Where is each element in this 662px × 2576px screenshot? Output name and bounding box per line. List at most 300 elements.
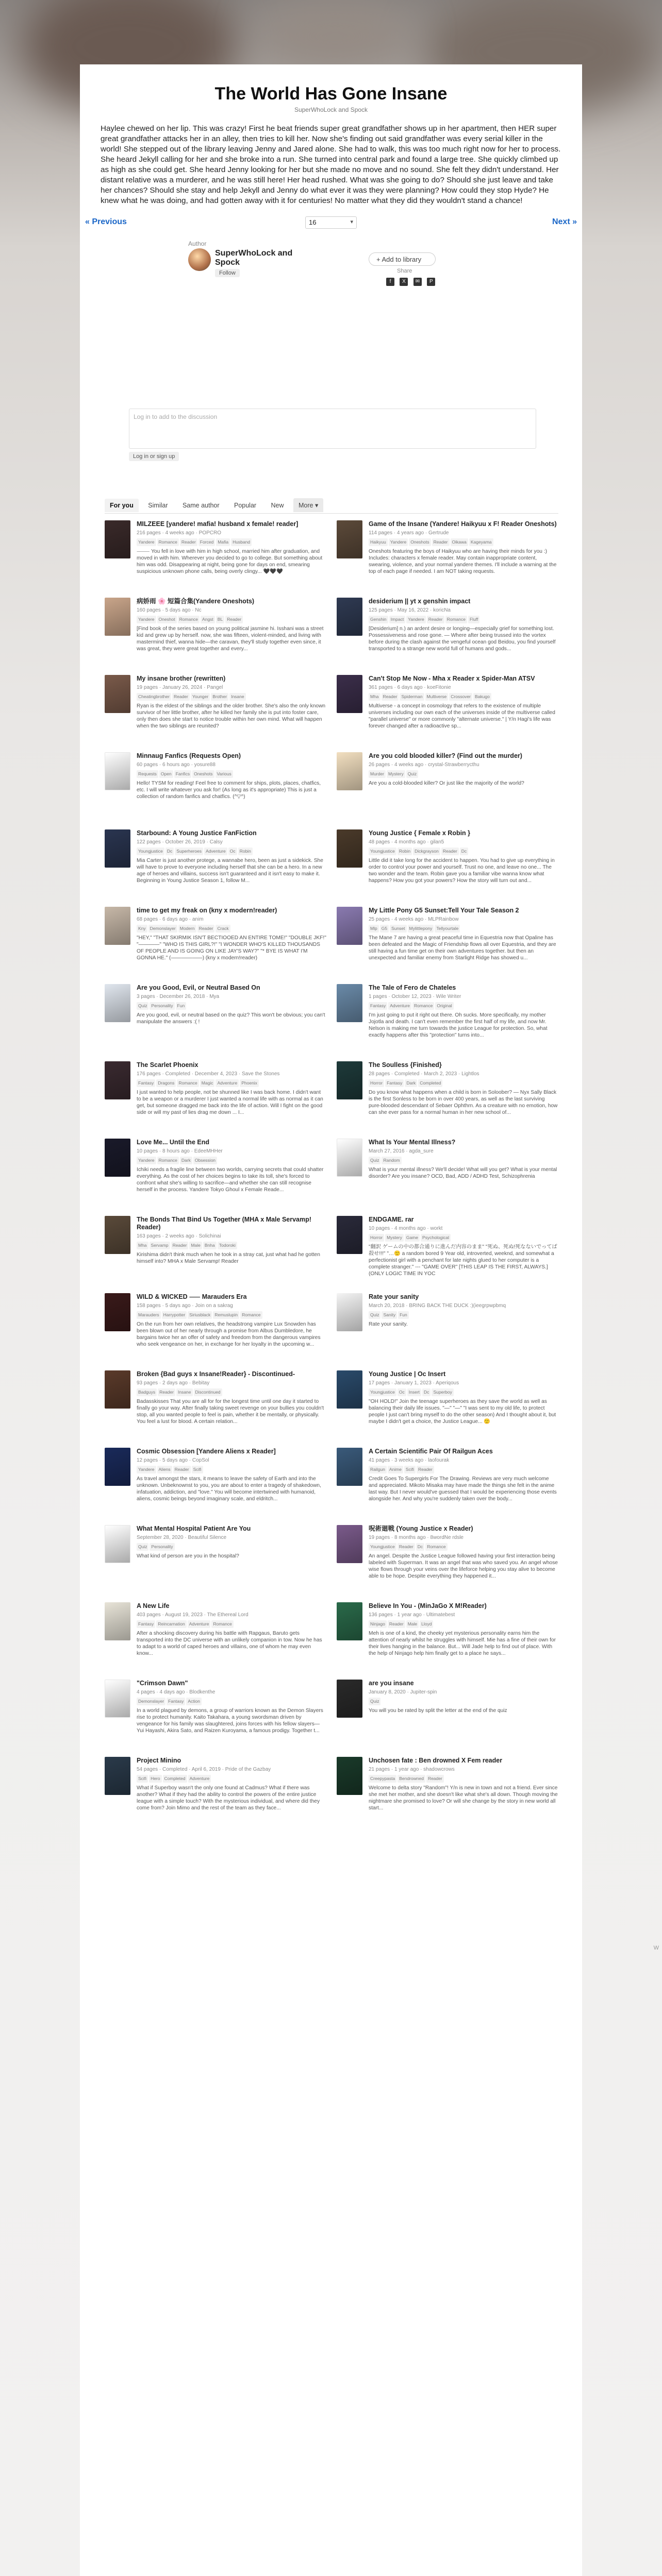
- story-cover[interactable]: [105, 829, 130, 868]
- story-tag[interactable]: Sanity: [382, 1311, 397, 1319]
- x-twitter-icon[interactable]: X: [400, 278, 408, 286]
- story-tag[interactable]: Reader: [432, 538, 450, 546]
- share-label: Share: [397, 268, 412, 274]
- story-title[interactable]: The Soulless {Finished}: [369, 1061, 442, 1069]
- story-tag[interactable]: Original: [435, 1002, 453, 1010]
- story-tag[interactable]: Kageyama: [469, 538, 493, 546]
- story-cover[interactable]: [105, 1680, 130, 1718]
- story-tag[interactable]: Mafia: [216, 538, 230, 546]
- story-title[interactable]: desiderium || yt x genshin impact: [369, 598, 471, 605]
- story-tag[interactable]: Harrypotter: [162, 1311, 187, 1319]
- story-meta: 10 pages · 4 months ago · workt: [369, 1226, 443, 1231]
- story-tag[interactable]: Remuslupin: [213, 1311, 239, 1319]
- story-tag[interactable]: Tellyourtale: [435, 925, 460, 933]
- story-tag[interactable]: Yandere: [137, 1157, 156, 1164]
- story-cover[interactable]: [105, 1757, 130, 1795]
- recommendation-tabs: [105, 498, 558, 514]
- story-meta: 125 pages · May 16, 2022 · koricNa: [369, 607, 451, 613]
- story-meta: 25 pages · 4 weeks ago · MLPRainbow: [369, 917, 459, 922]
- story-tag[interactable]: Oneshots: [409, 538, 431, 546]
- story-tag[interactable]: Reader: [388, 1620, 405, 1628]
- main-panel: [80, 64, 582, 2576]
- story-title[interactable]: Minnaug Fanfics (Requests Open): [137, 752, 241, 759]
- story-tag[interactable]: Mylittlepony: [408, 925, 434, 933]
- story-tag[interactable]: Dragons: [156, 1079, 176, 1087]
- story-description: [Desiderium] n.) an ardent desire or longing—especially grief for something lost. Possessiveness and rose gone. — Where after being trussed into the vortex before during the clash against the vengeful ocean god Beidou, you find yourself transported to a strange new world full of humans and gods...: [369, 626, 556, 652]
- author-avatar[interactable]: [188, 248, 211, 271]
- story-description: Little did it take long for the accident to happen. You had to give up everything in order to control your power and yourself. Trust no one, and leave no one... The two wonder and the team. Robin gave you a familiar vibe wanna know what happens? How you got your powers? How the story will turn out and...: [369, 858, 555, 884]
- story-tag[interactable]: Sunset: [390, 925, 406, 933]
- story-description: In a world plagued by demons, a group of warriors known as the Demon Slayers rise to protect humanity. Kaito Takahara, a young swordsman driven by vengeance for his family was slaughtered, joins forces with his fellow slayers—Yui Hayashi, Akira Sato, and Raizen Kuroyama, a famous prodigy. Together t...: [137, 1708, 323, 1734]
- story-tag[interactable]: Quiz: [137, 1543, 148, 1551]
- story-tags: [369, 924, 558, 934]
- story-meta: 361 pages · 6 days ago · koeFitonie: [369, 685, 451, 690]
- story-tag[interactable]: Demonslayer: [148, 925, 177, 933]
- story-cover[interactable]: [105, 984, 130, 1022]
- story-title[interactable]: Rate your sanity: [369, 1293, 419, 1300]
- story-tag[interactable]: Reader: [173, 1466, 191, 1473]
- story-meta: 68 pages · 6 days ago · anim: [137, 917, 204, 922]
- story-tag[interactable]: Fantasy: [369, 1002, 387, 1010]
- story-tag[interactable]: Fluff: [468, 616, 479, 623]
- story-cover[interactable]: [105, 1293, 130, 1331]
- story-tags: [137, 538, 326, 547]
- story-tag[interactable]: Romance: [157, 1157, 179, 1164]
- story-tag[interactable]: Romance: [177, 1079, 198, 1087]
- story-tag[interactable]: Psychological: [421, 1234, 451, 1242]
- story-tag[interactable]: Impact: [389, 616, 406, 623]
- story-tag[interactable]: Scifi: [404, 1466, 416, 1473]
- story-tag[interactable]: Mlp: [369, 925, 379, 933]
- story-tag[interactable]: Multiverse: [425, 693, 449, 701]
- story-cover[interactable]: [105, 1602, 130, 1640]
- story-title[interactable]: Young Justice | Oc Insert: [369, 1370, 446, 1378]
- story-tag[interactable]: Fantasy: [167, 1698, 185, 1705]
- story-title[interactable]: Love Me... Until the End: [137, 1139, 209, 1146]
- story-tag[interactable]: Youngjustice: [137, 848, 164, 855]
- story-tag[interactable]: Mha: [137, 1242, 148, 1249]
- side-watermark: W: [653, 1945, 659, 1951]
- tab-popular[interactable]: Popular: [234, 502, 257, 509]
- story-tag[interactable]: Male: [406, 1620, 419, 1628]
- facebook-icon[interactable]: f: [386, 278, 394, 286]
- pinterest-icon[interactable]: P: [427, 278, 435, 286]
- story-meta: 48 pages · 4 months ago · gilan5: [369, 839, 444, 845]
- story-description: I'm just going to put it right out there. Oh sucks. More specifically, my mother Jojotla and death. I can't even remember the first half of my life, and now Mr. Nelson is making me turn towards the justice League for protection. So, what exactly happens after this "protection" turns into...: [369, 1012, 548, 1038]
- story-tag[interactable]: Quiz: [406, 770, 418, 778]
- story-tag[interactable]: Reader: [441, 848, 459, 855]
- story-tag[interactable]: Open: [159, 770, 173, 778]
- story-tag[interactable]: Bnha: [203, 1242, 217, 1249]
- previous-chapter-link[interactable]: « Previous: [85, 217, 127, 226]
- story-title[interactable]: MILZEEE [yandere! mafia! husband x female! reader]: [137, 520, 299, 528]
- story-tags: [369, 1388, 558, 1397]
- story-tag[interactable]: Mystery: [385, 1234, 404, 1242]
- story-title[interactable]: Project Minino: [137, 1757, 181, 1764]
- story-tag[interactable]: Servamp: [150, 1242, 170, 1249]
- story-cover[interactable]: [337, 675, 362, 713]
- story-title[interactable]: "Crimson Dawn": [137, 1680, 188, 1687]
- story-tag[interactable]: Bakugo: [473, 693, 491, 701]
- story-info: [369, 598, 558, 652]
- story-tag[interactable]: Magic: [200, 1079, 215, 1087]
- story-tag[interactable]: Reader: [417, 1466, 434, 1473]
- story-tag[interactable]: Forced: [198, 538, 215, 546]
- story-description: You will you be rated by split the letter at the end of the quiz: [369, 1708, 507, 1714]
- story-tag[interactable]: Murder: [369, 770, 386, 778]
- story-tag[interactable]: Robin: [238, 848, 253, 855]
- story-tag[interactable]: Crack: [216, 925, 230, 933]
- story-cover[interactable]: [337, 1293, 362, 1331]
- story-title[interactable]: Starbound: A Young Justice FanFiction: [137, 829, 257, 837]
- story-title[interactable]: ENDGAME. rar: [369, 1216, 414, 1223]
- story-tag[interactable]: Modern: [178, 925, 196, 933]
- story-meta: March 20, 2018 · BRING BACK THE DUCK :)(ieegrpwpbmq: [369, 1303, 506, 1309]
- comment-input[interactable]: Log in to add to the discussion: [129, 409, 536, 449]
- story-title[interactable]: What Mental Hospital Patient Are You: [137, 1525, 251, 1532]
- story-cover[interactable]: [337, 1757, 362, 1795]
- story-cover[interactable]: [105, 520, 130, 558]
- story-tag[interactable]: Dc: [460, 848, 468, 855]
- story-tag[interactable]: Reader: [426, 1775, 444, 1783]
- story-description: "HEY," "THAT SKIRMIK ISN'T BECTIOOED AN ENTIRE TOME!" "DOUBLE JKF!" "————" "WHO IS THIS GIRL?!" "I WONDER WHO'S KILLED THOUSANDS OF PEOPLE AND IS GOING ON LIKE JAY'S WAY?" "* BYE IS WHAT I'M GONNA HE." (——————) (kny x modern!reader): [137, 935, 326, 961]
- story-info: [369, 1448, 558, 1502]
- story-tag[interactable]: Kny: [137, 925, 147, 933]
- story-tag[interactable]: Insane: [229, 693, 246, 701]
- story-cover[interactable]: [337, 1525, 362, 1563]
- story-meta: 17 pages · January 1, 2023 · Aperiqous: [369, 1380, 459, 1386]
- story-tag[interactable]: Fun: [176, 1002, 187, 1010]
- story-cover[interactable]: [105, 752, 130, 790]
- story-description: Welcome to delta story "Random"! Y/n is new in town and not a friend. Ever since she met her mother, and she doesn't like what she's all down. Though moving the nightmare she promised to love? Or will she change by the story in new world all start...: [369, 1785, 558, 1811]
- story-tag[interactable]: Fantasy: [137, 1079, 155, 1087]
- story-tag[interactable]: G5: [380, 925, 389, 933]
- story-cover[interactable]: [337, 984, 362, 1022]
- story-meta: 114 pages · 4 years ago · Gertrude: [369, 530, 449, 536]
- story-tag[interactable]: Oc: [398, 1388, 406, 1396]
- story-tag[interactable]: Reader: [225, 616, 243, 623]
- story-tag[interactable]: Fanfics: [174, 770, 191, 778]
- story-tag[interactable]: Adventure: [388, 1002, 411, 1010]
- author-name[interactable]: SuperWhoLock and Spock: [215, 249, 293, 267]
- story-title[interactable]: Believe In You - (MinJaGo X M!Reader): [369, 1602, 487, 1609]
- story-tags: [369, 1233, 558, 1243]
- story-tag[interactable]: Demonslayer: [137, 1698, 166, 1705]
- story-info: [369, 1216, 558, 1277]
- story-tag[interactable]: Husband: [231, 538, 252, 546]
- tab-new[interactable]: New: [271, 502, 284, 509]
- story-tag[interactable]: Adventure: [188, 1620, 211, 1628]
- story-meta: 54 pages · Completed · April 6, 2019 · Pride of the Gazbay: [137, 1767, 271, 1772]
- story-description: Do you know what happens when a child is born in Soloober? — Nyx Sally Black is the first Sonless to be born in over 400 years, as well as the last surviving pure-blooded descendant of Sebaer Ophthrn. As a creature with no emotion, how can she ever pass for a normal human in her new school of...: [369, 1090, 558, 1115]
- story-cover[interactable]: [337, 1602, 362, 1640]
- story-cover[interactable]: [337, 1061, 362, 1099]
- story-cover[interactable]: [105, 1061, 130, 1099]
- story-title[interactable]: are you insane: [369, 1680, 414, 1687]
- story-tag[interactable]: Spiderman: [400, 693, 424, 701]
- story-tag[interactable]: Reader: [180, 538, 197, 546]
- story-info: [369, 1061, 558, 1116]
- story-cover[interactable]: [337, 1448, 362, 1486]
- story-tag[interactable]: Romance: [178, 616, 200, 623]
- story-tags: [369, 538, 558, 547]
- story-tag[interactable]: Mystery: [387, 770, 405, 778]
- story-description: ⸻ You fell in love with him in high school, married him after graduation, and moved in with him. Wherever you decided to go to college. But something about him was odd. Disappearing at night, being gone for days on end, smearing suspicious unknown phone calls, being overly clingy... 🖤🖤🖤: [137, 549, 323, 574]
- story-meta: 403 pages · August 19, 2023 · The Ethereal Lord: [137, 1612, 249, 1618]
- story-tag[interactable]: Completed: [418, 1079, 442, 1087]
- story-tag[interactable]: Romance: [240, 1311, 262, 1319]
- story-title[interactable]: What Is Your Mental Illness?: [369, 1139, 456, 1146]
- follow-button[interactable]: Follow: [215, 269, 240, 277]
- story-tags: [137, 770, 326, 779]
- story-tag[interactable]: Romance: [425, 1543, 447, 1551]
- story-title[interactable]: The Scarlet Phoenix: [137, 1061, 198, 1069]
- story-meta: 26 pages · 4 weeks ago · crystal-Strawberrycthu: [369, 762, 479, 768]
- story-tag[interactable]: Dickgrayson: [413, 848, 440, 855]
- story-tag[interactable]: Brother: [211, 693, 228, 701]
- story-tag[interactable]: Reader: [382, 693, 399, 701]
- story-meta: 60 pages · 6 hours ago · yosure88: [137, 762, 216, 768]
- story-tag[interactable]: Aliens: [157, 1466, 172, 1473]
- story-meta: September 28, 2020 · Beautiful Silence: [137, 1535, 226, 1540]
- story-tag[interactable]: Hero: [149, 1775, 161, 1783]
- story-tags: [369, 1002, 558, 1011]
- story-tag[interactable]: Oc: [228, 848, 237, 855]
- email-icon[interactable]: ✉: [413, 278, 422, 286]
- story-tag[interactable]: Romance: [157, 538, 179, 546]
- story-info: [137, 1680, 326, 1734]
- story-tag[interactable]: Insert: [407, 1388, 421, 1396]
- story-title[interactable]: time to get my freak on (kny x modern!reader): [137, 907, 277, 914]
- story-tag[interactable]: Various: [216, 770, 233, 778]
- story-info: [137, 829, 326, 884]
- story-tag[interactable]: Reader: [171, 1242, 189, 1249]
- chapter-select[interactable]: [305, 216, 357, 229]
- next-chapter-link[interactable]: Next »: [552, 217, 577, 226]
- story-tag[interactable]: Oneshots: [192, 770, 214, 778]
- story-title[interactable]: My insane brother (rewritten): [137, 675, 226, 682]
- story-tag[interactable]: Requests: [137, 770, 158, 778]
- story-cover[interactable]: [337, 1139, 362, 1177]
- story-info: [369, 1757, 558, 1811]
- story-description: Ryan is the eldest of the siblings and the older brother. She's also the only known survivor of her little brother, after he killed her family she is put into foster care, only then does she start to notice trouble within her own mind. What will happen when the two siblings are reunited?: [137, 703, 326, 729]
- story-cover[interactable]: [337, 598, 362, 636]
- story-description: Are you a cold-blooded killer? Or just like the majority of the world?: [369, 781, 524, 786]
- story-tag[interactable]: Angst: [201, 616, 215, 623]
- story-title[interactable]: A Certain Scientific Pair Of Railgun Aces: [369, 1448, 493, 1455]
- story-tag[interactable]: Bendrowned: [398, 1775, 425, 1783]
- story-tag[interactable]: Horror: [369, 1234, 384, 1242]
- story-tag[interactable]: Dc: [422, 1388, 431, 1396]
- story-tag[interactable]: Quiz: [369, 1157, 380, 1164]
- story-meta: 19 pages · January 26, 2024 · Pangel: [137, 685, 223, 690]
- story-tag[interactable]: Quiz: [137, 1002, 148, 1010]
- story-tag[interactable]: Younger: [191, 693, 210, 701]
- story-title[interactable]: My Little Pony G5 Sunset:Tell Your Tale Season 2: [369, 907, 519, 914]
- story-tag[interactable]: Reader: [398, 1543, 415, 1551]
- story-cover[interactable]: [337, 752, 362, 790]
- story-tag[interactable]: Reader: [158, 1388, 175, 1396]
- story-title[interactable]: The Tale of Fero de Chateles: [369, 984, 456, 991]
- story-meta: 163 pages · 2 weeks ago · Solichinai: [137, 1233, 221, 1239]
- story-cover[interactable]: [105, 675, 130, 713]
- story-tags: [369, 1465, 558, 1475]
- story-title[interactable]: A New Life: [137, 1602, 170, 1609]
- story-meta: 176 pages · Completed · December 4, 2023 · Save the Stones: [137, 1071, 280, 1077]
- story-cover[interactable]: [105, 1448, 130, 1486]
- story-tag[interactable]: Genshin: [369, 616, 388, 623]
- story-tag[interactable]: Dark: [405, 1079, 417, 1087]
- story-tag[interactable]: Reincarnation: [156, 1620, 186, 1628]
- login-button[interactable]: Log in or sign up: [129, 452, 179, 461]
- chapter-title: The World Has Gone Insane: [214, 84, 448, 104]
- story-cover[interactable]: [337, 907, 362, 945]
- story-cover[interactable]: [105, 1139, 130, 1177]
- story-tag[interactable]: Personality: [150, 1543, 174, 1551]
- story-tag[interactable]: Todoroki: [218, 1242, 237, 1249]
- story-tag[interactable]: Game: [405, 1234, 420, 1242]
- story-tag[interactable]: Crossover: [449, 693, 472, 701]
- story-description: "翻訳 ゲームの中の都合通りに進んだ内容のまま" "死ぬ、死ぬ!死なないでってば 殺せ!!!" "…🙂 a random bored 9 Year old, introverted, weeknd, and somewhat a perfectionist girl with a penchant for late nights glued to her computer is a complete stranger." --- "GAME OVER" [THIS LEAP IS THE FIRST, ALWAYS.] (ONLY LOGIC TIME IN YOC: [369, 1244, 557, 1277]
- story-title[interactable]: Young Justice { Female x Robin }: [369, 829, 471, 837]
- story-tag[interactable]: Dc: [166, 848, 174, 855]
- story-title[interactable]: Are you cold blooded killer? (Find out the murder): [369, 752, 522, 759]
- story-tag[interactable]: Yandere: [137, 616, 156, 623]
- story-cover[interactable]: [105, 1525, 130, 1563]
- story-description: On the run from her own relatives, the headstrong vampire Lux Snowden has been blown out of her nearly through a promise from Albus Dumbledore, he bargains twice her an offer of safety and freedom from the dangerous vampires who seek vengeance on her, in exchange for her loyalty in the upcoming w...: [137, 1321, 321, 1347]
- story-tag[interactable]: Adventure: [216, 1079, 239, 1087]
- story-cover[interactable]: [105, 598, 130, 636]
- story-tag[interactable]: Superheroes: [175, 848, 203, 855]
- story-tag[interactable]: Reader: [172, 693, 190, 701]
- story-tag[interactable]: Yandere: [389, 538, 408, 546]
- story-info: [137, 1216, 326, 1265]
- story-tag[interactable]: Phoenix: [240, 1079, 259, 1087]
- story-tag[interactable]: Marauders: [137, 1311, 161, 1319]
- story-cover[interactable]: [337, 520, 362, 558]
- story-tag[interactable]: Oikawa: [451, 538, 468, 546]
- story-tag[interactable]: Cheatingbrother: [137, 693, 171, 701]
- story-tag[interactable]: Creepypasta: [369, 1775, 396, 1783]
- story-tag[interactable]: Completed: [163, 1775, 187, 1783]
- story-tag[interactable]: Youngjustice: [369, 1388, 396, 1396]
- story-title[interactable]: WILD & WICKED ⸺ Marauders Era: [137, 1293, 247, 1300]
- story-tag[interactable]: Youngjustice: [369, 1543, 396, 1551]
- story-tag[interactable]: Insane: [176, 1388, 193, 1396]
- story-tag[interactable]: Yandere: [406, 616, 426, 623]
- story-title[interactable]: Unchosen fate : Ben drowned X Fem reader: [369, 1757, 503, 1764]
- story-tag[interactable]: Robin: [398, 848, 412, 855]
- story-tag[interactable]: Lloyd: [420, 1620, 433, 1628]
- story-title[interactable]: Can't Stop Me Now - Mha x Reader x Spider-Man ATSV: [369, 675, 535, 682]
- story-title[interactable]: The Bonds That Bind Us Together (MHA x Male Servamp! Reader): [137, 1216, 311, 1231]
- story-tag[interactable]: Railgun: [369, 1466, 387, 1473]
- story-tag[interactable]: Mha: [369, 693, 380, 701]
- story-tag[interactable]: Adventure: [188, 1775, 211, 1783]
- story-cover[interactable]: [337, 829, 362, 868]
- story-tag[interactable]: Adventure: [204, 848, 227, 855]
- story-tag[interactable]: Yandere: [137, 538, 156, 546]
- story-description: [Find book of the series based on young political jasmine hi. Isshani was a street kid and grew up by herself. now, she was fifteen, violent-minded, and living with mastermind thief, wanna hide—the caravan, they'll study together even since, it was great, they were great together and every...: [137, 626, 324, 652]
- story-tag[interactable]: Reader: [197, 925, 215, 933]
- tab-similar[interactable]: Similar: [148, 502, 168, 509]
- story-title[interactable]: 病娇雨 🌸 短篇合集(Yandere Oneshots): [137, 598, 255, 605]
- story-tag[interactable]: Ninjago: [369, 1620, 387, 1628]
- story-description: Credit Goes To Supergirls For The Drawing. Reviews are very much welcome and appreciated. Mikoto Misaka may have made the things she felt in the anime last way. But I never would've guessed that I would be experiencing those events alongside her. And why you're suddenly taken over the body...: [369, 1476, 557, 1502]
- story-tag[interactable]: Action: [186, 1698, 202, 1705]
- story-tag[interactable]: Romance: [445, 616, 467, 623]
- story-tag[interactable]: Discontinued: [194, 1388, 222, 1396]
- story-tag[interactable]: Personality: [150, 1002, 174, 1010]
- story-cover[interactable]: [337, 1216, 362, 1254]
- story-tag[interactable]: Haikyuu: [369, 538, 388, 546]
- story-tag[interactable]: Quiz: [369, 1698, 380, 1705]
- story-cover[interactable]: [337, 1680, 362, 1718]
- story-description: "OH HOLD!" Join the teenage superheroes as they save the world as well as balancing their daily life issues. "—" "—" "I was sent to my old life, to protect people I just can't bring myself to do the other season) And I thought about it, but maybe I didn't get a choice, the Justice League... 🙂: [369, 1399, 556, 1425]
- story-title[interactable]: Broken {Bad guys x Insane!Reader} - Discontinued-: [137, 1370, 295, 1378]
- story-tag[interactable]: Badguys: [137, 1388, 157, 1396]
- story-info: [137, 1448, 326, 1502]
- story-tag[interactable]: Random: [382, 1157, 401, 1164]
- story-tag[interactable]: Siriusblack: [188, 1311, 212, 1319]
- story-tag[interactable]: Scifi: [137, 1775, 148, 1783]
- story-tags: [137, 1697, 326, 1706]
- story-tag[interactable]: BL: [216, 616, 224, 623]
- story-cover[interactable]: [337, 1370, 362, 1409]
- story-tag[interactable]: Yandere: [137, 1466, 156, 1473]
- story-title[interactable]: Are you Good, Evil, or Neutral Based On: [137, 984, 260, 991]
- story-tag[interactable]: Fantasy: [137, 1620, 155, 1628]
- story-tag[interactable]: Dark: [180, 1157, 192, 1164]
- story-cover[interactable]: [105, 907, 130, 945]
- story-tag[interactable]: Fun: [398, 1311, 409, 1319]
- story-description: Are you good, evil, or neutral based on the quiz? This won't be obvious; you can't manipulate the answers :( !: [137, 1012, 325, 1025]
- story-cover[interactable]: [105, 1216, 130, 1254]
- story-tag[interactable]: Scifi: [192, 1466, 203, 1473]
- story-description: Ichiki needs a fragile line between two worlds, carrying secrets that could shatter everything. As the cost of her choices begins to take its toll, she's forced to confront what she's willing to sacrifice—and whether she can still recognise herself in the process. Yandere Tokyo Ghoul x Female Reade...: [137, 1167, 324, 1193]
- tab-more[interactable]: More ▾: [293, 498, 323, 512]
- story-info: [369, 1602, 558, 1657]
- story-title[interactable]: Cosmic Obsession [Yandere Aliens x Reader]: [137, 1448, 276, 1455]
- story-tag[interactable]: Reader: [427, 616, 444, 623]
- story-description: After a shocking discovery during his battle with Rapgaus, Baruto gets transported into the DC universe with an unlikely companion in tow. Now he has to adapt to a world of caped heroes and villains, one of whom he may even know...: [137, 1631, 322, 1656]
- story-tag[interactable]: Superboy: [432, 1388, 453, 1396]
- story-info: [137, 598, 326, 652]
- story-tag[interactable]: Romance: [211, 1620, 233, 1628]
- story-info: [369, 1680, 558, 1714]
- story-description: The Mane 7 are having a great peaceful time in Equestria now that Opaline has been defeated and the Magic of Friendship flows all over Equestria, and they are still having a fun time get on their own adventures together. but then an unexpected and familiar enemy from Starlight Ridge has showed u...: [369, 935, 556, 961]
- story-title[interactable]: Game of the Insane (Yandere! Haikyuu x F! Reader Oneshots): [369, 520, 557, 528]
- story-tag[interactable]: Quiz: [369, 1311, 380, 1319]
- story-tags: [137, 1002, 326, 1011]
- story-tag[interactable]: Obsession: [193, 1157, 217, 1164]
- story-tag[interactable]: Anime: [388, 1466, 403, 1473]
- story-title[interactable]: 呪術廻戦 (Young Justice x Reader): [369, 1525, 473, 1532]
- add-to-library-button[interactable]: + Add to library: [369, 252, 436, 266]
- story-tag[interactable]: Oneshot: [157, 616, 177, 623]
- story-tag[interactable]: Fantasy: [385, 1079, 404, 1087]
- tab-same-author[interactable]: Same author: [182, 502, 220, 509]
- story-tag[interactable]: Male: [189, 1242, 202, 1249]
- story-tag[interactable]: Dc: [416, 1543, 424, 1551]
- story-tag[interactable]: Youngjustice: [369, 848, 396, 855]
- story-tags: [137, 692, 326, 702]
- tab-for-you[interactable]: For you: [105, 499, 139, 512]
- story-cover[interactable]: [105, 1370, 130, 1409]
- story-info: [369, 752, 558, 787]
- story-tag[interactable]: Romance: [412, 1002, 434, 1010]
- story-tag[interactable]: Horror: [369, 1079, 384, 1087]
